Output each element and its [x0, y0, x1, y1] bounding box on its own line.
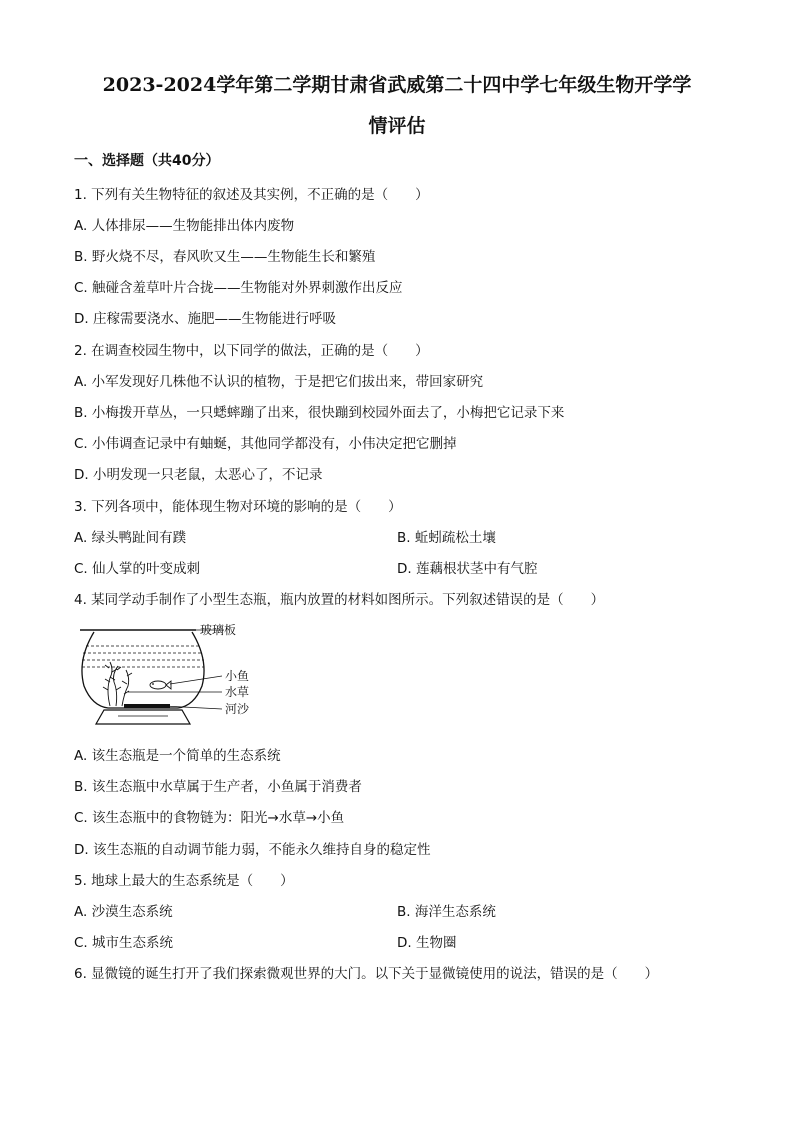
water-weed-shape	[103, 662, 132, 706]
label-glass-plate: 玻璃板	[200, 623, 237, 637]
question-4-option-d: D. 该生态瓶的自动调节能力弱，不能永久维持自身的稳定性	[74, 842, 431, 858]
question-5-option-a: A. 沙漠生态系统	[74, 904, 173, 920]
question-5-option-b: B. 海洋生态系统	[397, 904, 496, 920]
document-title-line2: 情评估	[368, 115, 426, 137]
question-1-stem: 1. 下列有关生物特征的叙述及其实例，不正确的是（ ）	[74, 187, 429, 203]
ecosystem-bottle-figure	[72, 620, 272, 730]
bottle-outline	[82, 632, 204, 708]
section-heading: 一、选择题（共40分）	[74, 153, 220, 169]
question-2-option-a: A. 小军发现好几株他不认识的植物，于是把它们拔出来，带回家研究	[74, 374, 484, 390]
question-1-option-c: C. 触碰含羞草叶片合拢——生物能对外界刺激作出反应	[74, 280, 403, 296]
label-river-sand: 河沙	[225, 702, 250, 716]
question-1-option-d: D. 庄稼需要浇水、施肥——生物能进行呼吸	[74, 311, 336, 327]
question-3-option-a: A. 绿头鸭趾间有蹼	[74, 530, 187, 546]
question-5-option-d: D. 生物圈	[397, 935, 457, 951]
question-5-option-c: C. 城市生态系统	[74, 935, 174, 951]
question-4-option-b: B. 该生态瓶中水草属于生产者，小鱼属于消费者	[74, 779, 362, 795]
question-4-option-c: C. 该生态瓶中的食物链为：阳光→水草→小鱼	[74, 810, 345, 826]
question-2-option-d: D. 小明发现一只老鼠，太恶心了，不记录	[74, 467, 323, 483]
question-1-option-b: B. 野火烧不尽，春风吹又生——生物能生长和繁殖	[74, 249, 376, 265]
label-small-fish: 小鱼	[225, 669, 250, 683]
question-2-option-c: C. 小伟调查记录中有蚰蜒，其他同学都没有，小伟决定把它删掉	[74, 436, 457, 452]
bottle-stand	[96, 710, 190, 724]
question-3-option-d: D. 莲藕根状茎中有气腔	[397, 561, 538, 577]
question-3-option-c: C. 仙人掌的叶变成刺	[74, 561, 201, 577]
question-2-option-b: B. 小梅拨开草丛，一只蟋蟀蹦了出来，很快蹦到校园外面去了，小梅把它记录下来	[74, 405, 565, 421]
question-2-stem: 2. 在调查校园生物中，以下同学的做法，正确的是（ ）	[74, 343, 429, 359]
river-sand-shape	[124, 704, 170, 708]
question-3-option-b: B. 蚯蚓疏松土壤	[397, 530, 496, 546]
question-4-option-a: A. 该生态瓶是一个简单的生态系统	[74, 748, 281, 764]
question-5-stem: 5. 地球上最大的生态系统是（ ）	[74, 873, 294, 889]
label-water-weed: 水草	[225, 685, 250, 699]
question-6-stem: 6. 显微镜的诞生打开了我们探索微观世界的大门。以下关于显微镜使用的说法，错误的是（ ）	[74, 966, 659, 982]
fish-shape	[150, 681, 171, 689]
question-4-stem: 4. 某同学动手制作了小型生态瓶，瓶内放置的材料如图所示。下列叙述错误的是（ ）	[74, 592, 605, 608]
document-title-line1: 2023-2024学年第二学期甘肃省武威第二十四中学七年级生物开学学	[102, 74, 692, 96]
question-3-stem: 3. 下列各项中，能体现生物对环境的影响的是（ ）	[74, 499, 402, 515]
question-1-option-a: A. 人体排尿——生物能排出体内废物	[74, 218, 295, 234]
